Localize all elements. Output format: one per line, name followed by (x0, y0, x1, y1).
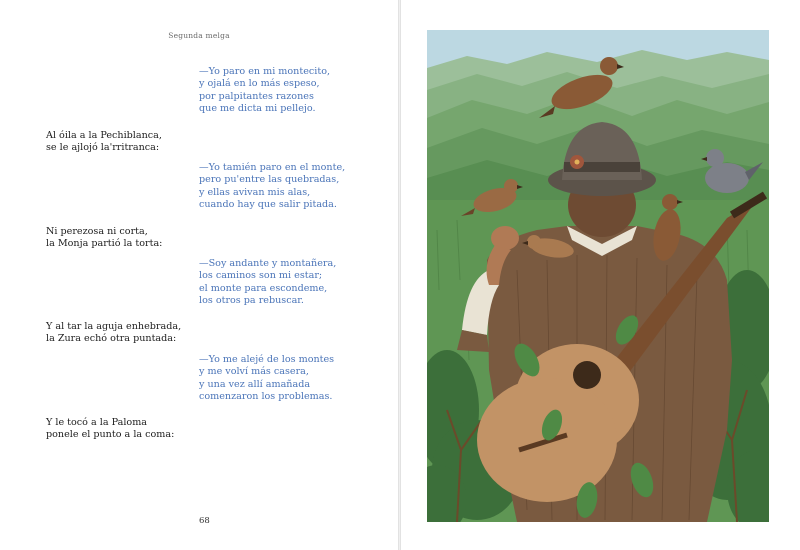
verse-line: Y le tocó a la Paloma (46, 417, 148, 428)
verse-line: Y al tar la aguja enhebrada, (46, 321, 182, 332)
verse-line: Ni perezosa ni corta, (46, 226, 148, 237)
stanza-3 (199, 162, 345, 211)
verse-line: y me volví más casera, (199, 366, 309, 378)
verse-line: que me dicta mi pellejo. (199, 102, 316, 114)
verse-line: los otros pa rebuscar. (199, 294, 304, 306)
verse-line: los caminos son mi estar; (199, 270, 323, 282)
page-number: 68 (199, 516, 210, 526)
verse-line: la Zura echó otra puntada: (46, 333, 177, 345)
verse-line: Al óila a la Pechiblanca, (46, 130, 162, 141)
left-page (0, 0, 398, 550)
verse-line: y ellas avivan mis alas, (199, 186, 311, 198)
verse-line: —Soy andante y montañera, (199, 258, 337, 269)
verse-line: y ojalá en lo más espeso, (199, 78, 320, 90)
verse-line: —Yo paro en mi montecito, (199, 66, 331, 77)
verse-line: cuando hay que salir pitada. (199, 198, 337, 210)
verse-line: —Yo me alejé de los montes (199, 354, 335, 365)
stanza-2 (46, 130, 162, 155)
stanza-6 (46, 321, 181, 346)
verse-line: por palpitantes razones (199, 90, 314, 102)
stanza-4 (46, 226, 162, 251)
stanza-1 (199, 66, 330, 115)
verse-line: —Yo tamién paro en el monte, (199, 162, 346, 173)
stanza-5 (199, 258, 336, 307)
illustration (427, 30, 769, 522)
verse-line: y una vez allí amañada (199, 378, 311, 390)
stanza-8 (46, 417, 174, 442)
verse-line: la Monja partió la torta: (46, 238, 163, 250)
verse-line: se le ajlojó la'rritranca: (46, 142, 160, 154)
running-head: Segunda melga (168, 31, 230, 40)
verse-line: ponele el punto a la coma: (46, 429, 175, 441)
stanza-7 (199, 354, 334, 403)
verse-line: pero pu'entre las quebradas, (199, 174, 340, 186)
verse-line: comenzaron los problemas. (199, 390, 333, 402)
verse-line: el monte para escondeme, (199, 282, 328, 294)
